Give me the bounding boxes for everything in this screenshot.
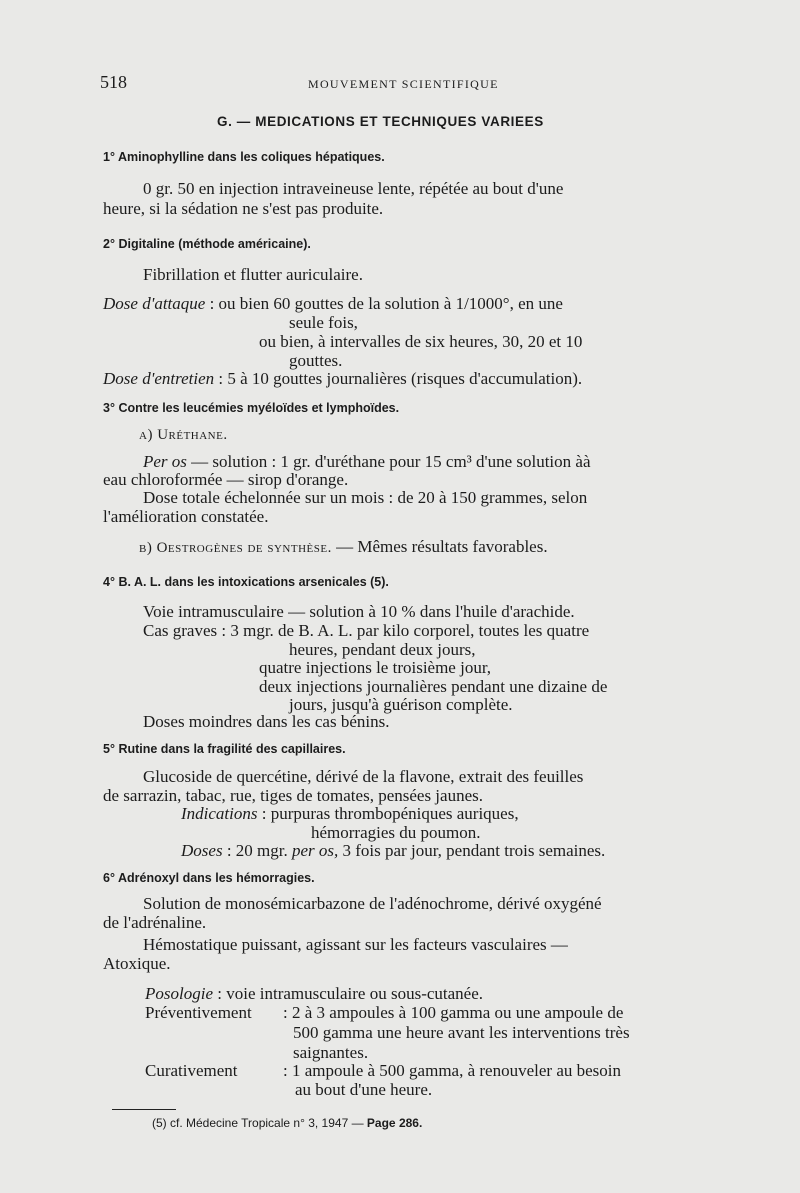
item-4-heading — [103, 575, 389, 589]
running-title: MOUVEMENT SCIENTIFIQUE — [308, 77, 499, 91]
item-6-title: Adrénoxyl dans les hémorragies. — [117, 871, 315, 885]
item-3a-line-2: eau chloroformée — sirop d'orange. — [103, 470, 349, 489]
indications-label: Indications — [181, 804, 258, 823]
footnote — [152, 1116, 422, 1130]
item-4-line-3: heures, pendant deux jours, — [289, 640, 476, 659]
item-3b-label: b) Oestrogènes de synthèse. — [139, 540, 332, 556]
item-2-number: 2° — [103, 237, 115, 251]
footnote-rule — [112, 1109, 176, 1110]
item-6-heading — [103, 871, 315, 885]
item-3-number: 3° — [103, 401, 115, 415]
item-4-line-5: deux injections journalières pendant une dizaine de — [259, 677, 608, 696]
per-os-label: Per os — [143, 452, 187, 471]
dose-attaque-text: : ou bien 60 gouttes de la solution à 1/1000°, en une — [209, 294, 563, 313]
indications-line — [181, 804, 519, 824]
section-title: G. — MEDICATIONS ET TECHNIQUES VARIEES — [217, 114, 544, 129]
item-2-title: Digitaline — [118, 237, 175, 251]
item-4-line-4: quatre injections le troisième jour, — [259, 658, 492, 677]
dose-attaque-line-2: seule fois, — [289, 313, 358, 332]
item-3a-label: a) Uréthane. — [139, 427, 228, 443]
item-6-line-2: de l'adrénaline. — [103, 913, 207, 932]
posologie-label: Posologie — [145, 984, 213, 1003]
dose-entretien-label: Dose d'entretien — [103, 369, 215, 388]
item-4-line-6: jours, jusqu'à guérison complète. — [289, 695, 513, 714]
doses-per-os: per os, — [291, 841, 339, 860]
dose-attaque-label: Dose d'attaque — [103, 294, 206, 313]
posologie-text: : voie intramusculaire ou sous-cutanée. — [217, 984, 484, 1003]
item-6-line-1: Solution de monosémicarbazone de l'adénochrome, dérivé oxygéné — [143, 894, 602, 913]
preventivement-line-1: : 2 à 3 ampoules à 100 gamma ou une ampoule de — [283, 1003, 624, 1022]
preventivement-label: Préventivement — [145, 1003, 252, 1022]
doses-label: Doses — [181, 841, 223, 860]
item-4-line-7: Doses moindres dans les cas bénins. — [143, 712, 390, 731]
dose-attaque-line-4: gouttes. — [289, 351, 343, 370]
item-4-line-1: Voie intramusculaire — solution à 10 % dans l'huile d'arachide. — [143, 602, 575, 621]
item-4-line-2: Cas graves : 3 mgr. de B. A. L. par kilo corporel, toutes les quatre — [143, 621, 590, 640]
curativement-line-1: : 1 ampoule à 500 gamma, à renouveler au besoin — [283, 1061, 621, 1080]
item-2-title-suffix: (méthode américaine). — [178, 237, 311, 251]
footnote-text: (5) cf. Médecine Tropicale n° 3, 1947 — — [152, 1116, 364, 1130]
curativement-label: Curativement — [145, 1061, 238, 1080]
item-3b-text: — Mêmes résultats favorables. — [336, 537, 548, 556]
item-3-title: Contre les leucémies myéloïdes et lymphoïdes. — [118, 401, 400, 415]
page-number: 518 — [100, 72, 127, 92]
doses-text-b: 3 fois par jour, pendant trois semaines. — [342, 841, 606, 860]
dose-attaque-line-3: ou bien, à intervalles de six heures, 30, 20 et 10 — [259, 332, 583, 351]
preventivement-line-3: saignantes. — [293, 1043, 369, 1062]
dose-entretien-text: : 5 à 10 gouttes journalières (risques d'accumulation). — [218, 369, 583, 388]
item-5-title: Rutine dans la fragilité des capillaires. — [118, 742, 346, 756]
posologie-line — [145, 984, 483, 1004]
doses-text-a: : 20 mgr. — [226, 841, 288, 860]
footnote-page: Page 286. — [366, 1116, 423, 1130]
item-1-number: 1° — [103, 150, 115, 164]
item-4-title: B. A. L. dans les intoxications arsenicales (5). — [118, 575, 389, 589]
item-6-line-3: Hémostatique puissant, agissant sur les facteurs vasculaires — — [143, 935, 568, 954]
item-6-number: 6° — [103, 871, 115, 885]
item-3-heading — [103, 401, 399, 415]
item-6-line-4: Atoxique. — [103, 954, 171, 973]
indications-line-2: hémorragies du poumon. — [311, 823, 481, 842]
item-2-line-1: Fibrillation et flutter auriculaire. — [143, 265, 363, 284]
item-1-title: Aminophylline dans les coliques hépatiques. — [117, 150, 385, 164]
item-2-heading — [103, 237, 311, 251]
item-1-heading — [103, 150, 385, 164]
item-3b-line — [139, 537, 548, 557]
item-5-heading — [103, 742, 346, 756]
item-5-number: 5° — [103, 742, 115, 756]
dose-attaque-line — [103, 294, 563, 314]
dose-entretien-line — [103, 369, 582, 389]
item-5-line-2: de sarrazin, tabac, rue, tiges de tomates, pensées jaunes. — [103, 786, 483, 805]
item-4-number: 4° — [103, 575, 115, 589]
item-3a-line-1-text: — solution : 1 gr. d'uréthane pour 15 cm³ d'une solution àà — [191, 452, 591, 471]
doses-line — [181, 841, 605, 861]
preventivement-line-2: 500 gamma une heure avant les interventions très — [293, 1023, 630, 1042]
indications-text: : purpuras thrombopéniques auriques, — [261, 804, 519, 823]
item-3a-line-3: Dose totale échelonnée sur un mois : de 20 à 150 grammes, selon — [143, 488, 588, 507]
item-5-line-1: Glucoside de quercétine, dérivé de la flavone, extrait des feuilles — [143, 767, 584, 786]
item-1-line-1: 0 gr. 50 en injection intraveineuse lente, répétée au bout d'une — [143, 179, 564, 198]
item-3a-line-1 — [143, 452, 591, 472]
item-1-line-2: heure, si la sédation ne s'est pas produite. — [103, 199, 384, 218]
item-3a-line-4: l'amélioration constatée. — [103, 507, 269, 526]
curativement-line-2: au bout d'une heure. — [295, 1080, 433, 1099]
